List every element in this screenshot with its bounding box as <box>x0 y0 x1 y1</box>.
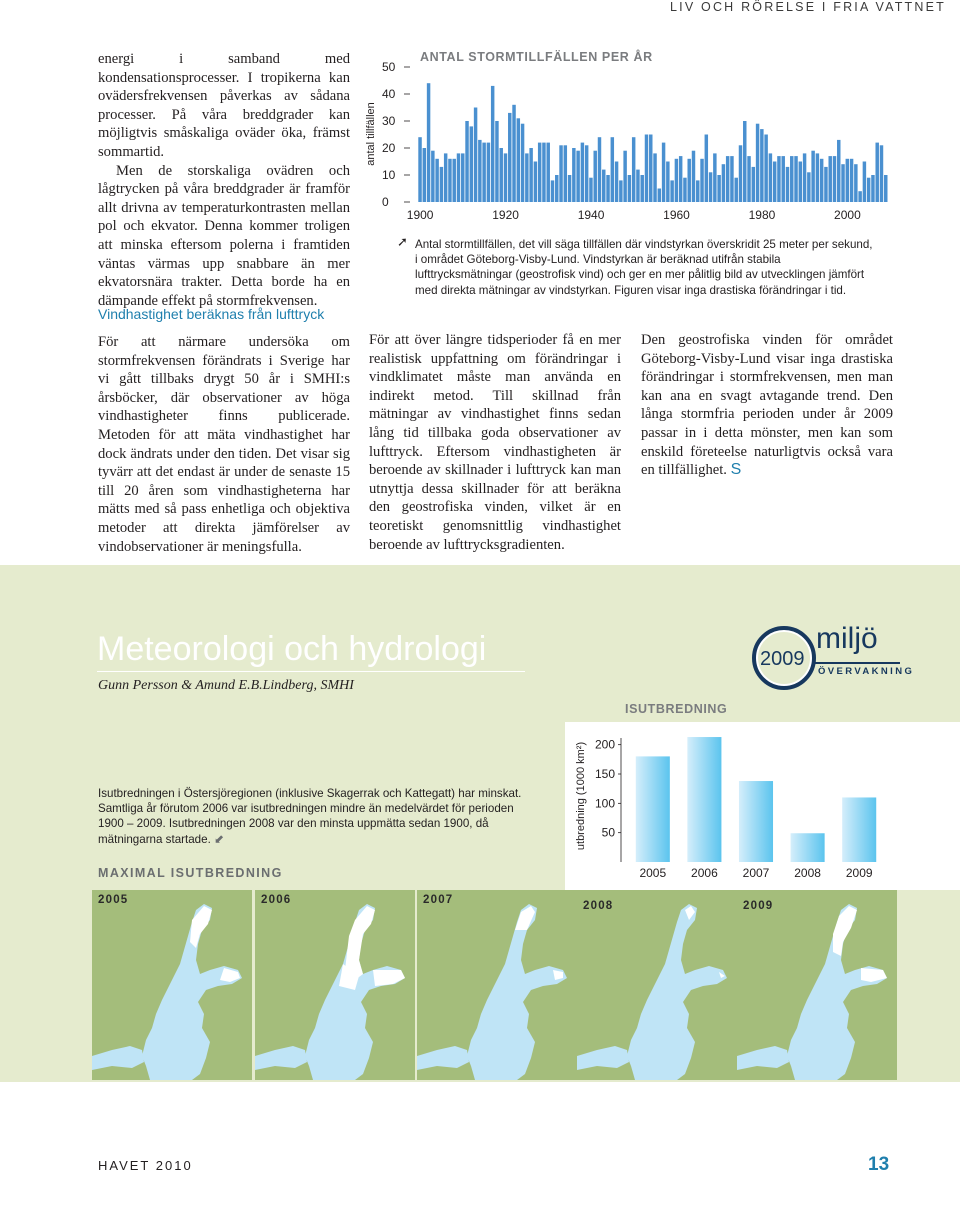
x-tick-label: 1940 <box>577 208 605 222</box>
arrow-up-right-icon: ➚ <box>397 235 408 250</box>
storm-bar <box>867 178 870 202</box>
section-title: Meteorologi och hydrologi <box>97 627 525 672</box>
storm-bar <box>418 137 421 202</box>
sea-area <box>627 904 727 1080</box>
ice-map-2005 <box>92 890 252 1080</box>
sea-area <box>737 1046 789 1070</box>
y-tick-label: 0 <box>382 195 389 209</box>
storm-bar <box>593 151 596 202</box>
storm-bar <box>478 140 481 202</box>
arrow-down-left-icon: ⬋ <box>214 831 225 846</box>
storm-bar <box>572 148 575 202</box>
x-tick-label: 2009 <box>845 866 873 880</box>
storm-bar <box>470 126 473 202</box>
storm-bar <box>781 156 784 202</box>
end-mark: S <box>730 461 742 479</box>
storm-bar <box>542 143 545 202</box>
x-tick-label: 2008 <box>794 866 821 880</box>
ice-chart-title: ISUTBREDNING <box>625 702 728 716</box>
storm-bar <box>512 105 515 202</box>
logo-subtitle: ÖVERVAKNING <box>818 666 915 677</box>
ice-area <box>833 906 857 956</box>
storm-bar <box>666 162 669 203</box>
storm-bar <box>435 159 438 202</box>
storm-bar <box>606 175 609 202</box>
y-tick-label: 150 <box>594 767 615 781</box>
sea-area <box>577 1046 629 1070</box>
x-tick-label: 1960 <box>663 208 690 222</box>
storm-chart <box>360 42 920 232</box>
storm-bar <box>645 135 648 203</box>
storm-bar <box>521 124 524 202</box>
logo-year: 2009 <box>760 648 805 670</box>
storm-bar <box>508 113 511 202</box>
map-year-label: 2005 <box>98 894 129 906</box>
x-tick-label: 1900 <box>406 208 434 222</box>
maps-title: MAXIMAL ISUTBREDNING <box>98 866 283 880</box>
baltic-map <box>92 890 252 1080</box>
y-tick-label: 50 <box>601 825 615 840</box>
storm-bar <box>589 178 592 202</box>
paragraph: För att närmare undersöka om stormfrekvensen förändrats i Sverige har vi gått tillbaks drygt 50 år i SMHI:s årsböcker, där observationer av höga vindhastigheter finns publicerade. Metoden för att mäta vindhastighet har dock ändrats under den tiden. Det visar sig tyvärr att det endast är under de senaste 15 till 20 åren som vindhastigheterna har mätts med så pass enhetliga och objektiva metoder att direkta jämförelser av vindobservationer är meningsfulla. <box>98 334 350 555</box>
ice-bar <box>636 756 670 862</box>
storm-bar <box>734 178 737 202</box>
ice-bar <box>791 833 825 862</box>
y-tick-label: 10 <box>382 168 396 182</box>
storm-bar <box>820 159 823 202</box>
ice-map-2006 <box>255 890 415 1080</box>
storm-bar <box>517 118 520 202</box>
paragraph-text: Den geostrofiska vinden för området Göteborg-Visby-Lund visar inga drastiska förändringar i stormfrekvensen, men man kan ana en svagt avtagande trend. Den långa stormfria perioden under år 2009 passar in i detta mönster, men kan som enskild företeelse naturligtvis också vara en tillfällighet. <box>641 332 893 479</box>
storm-bar <box>448 159 451 202</box>
storm-bar <box>846 159 849 202</box>
storm-bar <box>726 156 729 202</box>
ice-area <box>373 970 405 986</box>
storm-bar <box>423 148 426 202</box>
storm-bar <box>504 153 507 202</box>
y-tick-label: 200 <box>594 737 615 752</box>
storm-bar <box>487 143 490 202</box>
storm-bar <box>824 167 827 202</box>
storm-bar <box>632 137 635 202</box>
storm-bar <box>683 178 686 202</box>
storm-bar <box>743 121 746 202</box>
storm-bar <box>602 170 605 202</box>
storm-bar <box>440 167 443 202</box>
storm-bar <box>649 135 652 203</box>
storm-bar <box>773 162 776 203</box>
storm-bar <box>747 156 750 202</box>
column-1b-text <box>98 333 350 556</box>
baltic-map <box>737 890 897 1080</box>
storm-bar <box>615 162 618 203</box>
storm-bar <box>803 153 806 202</box>
x-tick-label: 2007 <box>742 866 770 880</box>
storm-bar <box>564 145 567 202</box>
storm-bar <box>465 121 468 202</box>
storm-bar <box>679 156 682 202</box>
storm-bar <box>871 175 874 202</box>
storm-bar <box>828 156 831 202</box>
y-tick-label: 40 <box>382 87 396 101</box>
storm-bar <box>431 151 434 202</box>
storm-bar <box>794 156 797 202</box>
storm-bar <box>880 145 883 202</box>
sea-area <box>92 1046 144 1070</box>
storm-bar <box>662 143 665 202</box>
storm-bar <box>499 148 502 202</box>
storm-bar <box>457 153 460 202</box>
y-tick-label: 30 <box>382 114 396 128</box>
baltic-map <box>577 890 737 1080</box>
ice-bar <box>842 797 876 862</box>
storm-bar <box>538 143 541 202</box>
map-year-label: 2007 <box>423 894 454 906</box>
ice-map-2007 <box>417 890 577 1080</box>
storm-bar <box>700 159 703 202</box>
storm-bar <box>837 140 840 202</box>
storm-bar <box>739 145 742 202</box>
storm-bar <box>534 162 537 203</box>
storm-bar <box>628 175 631 202</box>
map-year-label: 2009 <box>743 900 774 912</box>
sea-area <box>467 904 567 1080</box>
column-1-text <box>98 50 350 310</box>
storm-bar <box>717 175 720 202</box>
storm-bar <box>769 153 772 202</box>
baltic-map <box>417 890 577 1080</box>
map-year-label: 2006 <box>261 894 292 906</box>
storm-bar <box>658 189 661 203</box>
x-tick-label: 1920 <box>492 208 519 222</box>
storm-bar <box>568 175 571 202</box>
storm-bar <box>816 153 819 202</box>
storm-bar <box>551 180 554 202</box>
storm-bar <box>705 135 708 203</box>
y-tick-label: 20 <box>382 141 396 155</box>
storm-bar <box>841 164 844 202</box>
storm-bar <box>611 137 614 202</box>
storm-bar <box>730 156 733 202</box>
paragraph <box>641 331 893 480</box>
storm-bar <box>623 151 626 202</box>
storm-bar <box>786 167 789 202</box>
map-year-label: 2008 <box>583 900 614 912</box>
storm-bar <box>884 175 887 202</box>
paragraph: Men de storskaliga ovädren och lågtrycken på våra breddgrader är framför allt drivna av temperaturkontrasten mellan pol och ekvator. Denna kommer troligen att minska eftersom polerna i framtiden väntas värmas upp snabbare än mer ekvatorsnära trakter. Detta borde ha en dämpande effekt på stormfrekvensen. <box>98 162 350 309</box>
storm-bar <box>529 148 532 202</box>
x-tick-label: 1980 <box>748 208 776 222</box>
storm-bar <box>653 153 656 202</box>
storm-bar <box>452 159 455 202</box>
storm-bar <box>581 143 584 202</box>
ice-area <box>190 906 212 948</box>
storm-bar <box>696 180 699 202</box>
storm-bar <box>863 162 866 203</box>
ice-caption-text: Isutbredningen i Östersjöregionen (inklusive Skagerrak och Kattegatt) har minskat. Samtliga år förutom 2006 var isutbredningen mindre än medelvärdet för perioden 1900 – 2009. Isutbredningen 2008 var den minsta uppmätta sedan 1900, då mätningarna startade. <box>98 787 522 846</box>
storm-bar <box>687 159 690 202</box>
ice-map-2009 <box>737 890 897 1080</box>
storm-bar <box>555 175 558 202</box>
baltic-map <box>255 890 415 1080</box>
storm-bar <box>692 151 695 202</box>
storm-bar <box>585 145 588 202</box>
storm-bar <box>764 135 767 203</box>
storm-bar <box>491 86 494 202</box>
storm-bar <box>709 172 712 202</box>
storm-bar <box>576 151 579 202</box>
paragraph: energi i samband med kondensationsprocesser. I tropikerna kan ovädersfrekvensen påverkas av sådana processer. På våra breddgrader kan möjligtvis småskaliga oväder öka, främst sommartid. <box>98 51 350 160</box>
running-head: LIV OCH RÖRELSE I FRIA VATTNET <box>670 0 946 14</box>
ice-bar <box>687 737 721 862</box>
storm-chart-title: ANTAL STORMTILLFÄLLEN PER ÅR <box>420 50 653 64</box>
storm-bar <box>670 180 673 202</box>
footer-publication: HAVET 2010 <box>98 1158 193 1173</box>
storm-bar <box>875 143 878 202</box>
storm-bar <box>790 156 793 202</box>
storm-bar <box>858 191 861 202</box>
storm-bar <box>546 143 549 202</box>
storm-bar <box>640 175 643 202</box>
column-2-text <box>369 331 621 554</box>
storm-bar <box>722 164 725 202</box>
storm-bar <box>444 153 447 202</box>
ice-caption <box>98 786 538 847</box>
storm-bar <box>461 153 464 202</box>
storm-chart-caption: Antal stormtillfällen, det vill säga tillfällen där vindstyrkan överskridit 25 meter per sekund, i området Göteborg-Visby-Lund. Vindstyrkan är beräknad utifrån stabila lufttrycksmätningar (geostrofisk vind) och ger en mer pålitlig bild av utvecklingen jämfört med direkta mätningar av vindstyrkan. Figuren visar inga drastiska förändringar i tid. <box>415 238 873 297</box>
storm-bar <box>427 83 430 202</box>
storm-bar <box>713 153 716 202</box>
sea-area <box>417 1046 469 1070</box>
storm-bar <box>525 153 528 202</box>
storm-bar <box>559 145 562 202</box>
y-tick-label: 100 <box>594 796 615 811</box>
paragraph: För att över längre tidsperioder få en mer realistisk uppfattning om förändringar i vindklimatet måste man använda en indirekt metod. Till skillnad från mätningar av vindhastighet finns sedan lång tid tillbaka goda observationer av lufttryck. Eftersom vindhastigheten är beroende av skillnader i lufttryck kan man utnyttja dessa skillnader för att beräkna den geostrofiska vinden, vilket är en teoretiskt genomsnittlig vindhastighet beroende av lufttrycksgradienten. <box>369 332 621 553</box>
storm-bar <box>807 172 810 202</box>
section-authors: Gunn Persson & Amund E.B.Lindberg, SMHI <box>98 678 354 693</box>
storm-bar <box>799 162 802 203</box>
ice-chart <box>565 722 960 890</box>
miljo-overvakning-logo <box>752 622 915 696</box>
sea-area <box>255 1046 307 1070</box>
y-tick-label: 50 <box>382 60 396 74</box>
x-tick-label: 2006 <box>691 866 718 880</box>
column-3-text <box>641 331 893 480</box>
storm-bar <box>854 164 857 202</box>
storm-bar <box>474 108 477 203</box>
logo-divider <box>814 662 900 664</box>
storm-bar <box>598 137 601 202</box>
y-axis-label: antal tillfällen <box>365 102 377 166</box>
x-tick-label: 2000 <box>834 208 861 222</box>
storm-bar <box>752 167 755 202</box>
page-number: 13 <box>868 1154 890 1175</box>
y-axis-label: utbredning (1000 km²) <box>575 741 587 851</box>
storm-bar <box>675 159 678 202</box>
storm-bar <box>495 121 498 202</box>
x-tick-label: 2005 <box>639 866 667 880</box>
ice-map-2008 <box>577 890 737 1080</box>
storm-bar <box>760 129 763 202</box>
subheading: Vindhastighet beräknas från lufttryck <box>98 306 325 322</box>
storm-bar <box>777 156 780 202</box>
storm-bar <box>756 124 759 202</box>
storm-bar <box>619 180 622 202</box>
storm-bar <box>482 143 485 202</box>
storm-bar <box>850 159 853 202</box>
storm-bar <box>636 170 639 202</box>
storm-bar <box>833 156 836 202</box>
logo-word: miljö <box>816 622 878 655</box>
storm-bar <box>811 151 814 202</box>
ice-bar <box>739 781 773 862</box>
